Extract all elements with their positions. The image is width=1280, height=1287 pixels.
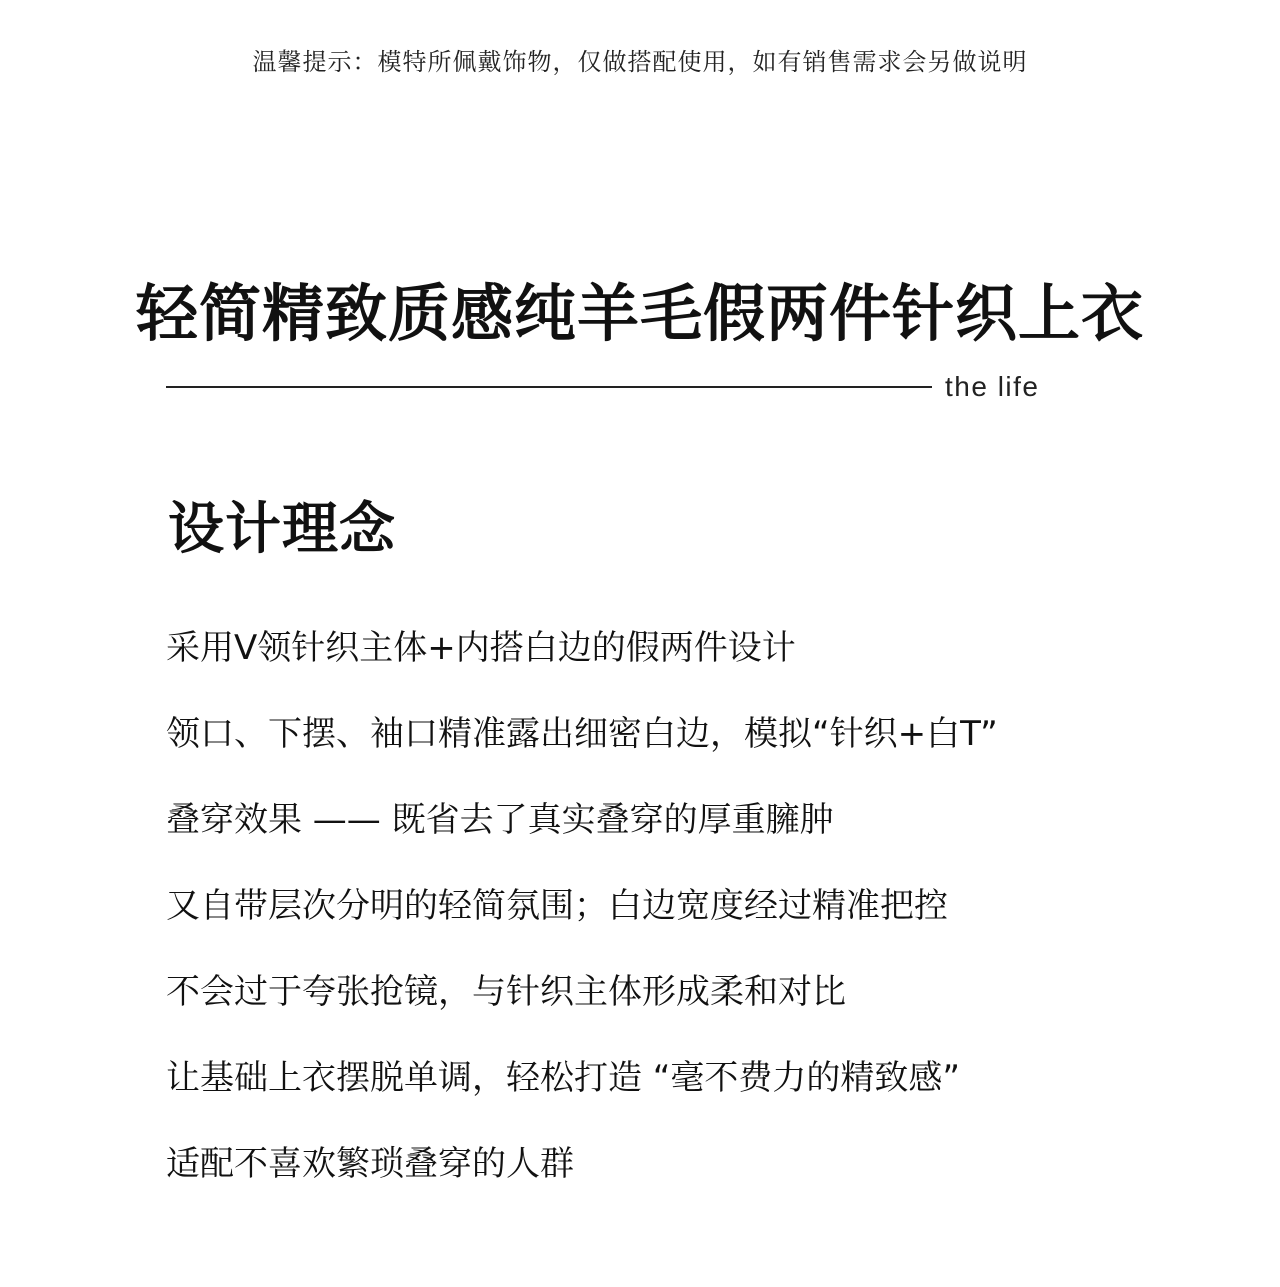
section-heading: 设计理念 xyxy=(168,497,396,562)
body-line: 又自带层次分明的轻简氛围；白边宽度经过精准把控 xyxy=(166,886,948,926)
page-title: 轻简精致质感纯羊毛假两件针织上衣 xyxy=(135,277,1144,350)
body-line: 让基础上衣摆脱单调，轻松打造 “毫不费力的精致感” xyxy=(166,1058,961,1098)
title-divider-row xyxy=(166,368,1066,408)
tagline: the life xyxy=(945,371,1040,402)
body-line: 采用V领针织主体+内搭白边的假两件设计 xyxy=(166,628,796,668)
notice-text: 温馨提示：模特所佩戴饰物，仅做搭配使用，如有销售需求会另做说明 xyxy=(252,48,1028,76)
body-line: 适配不喜欢繁琐叠穿的人群 xyxy=(166,1144,574,1184)
divider-line xyxy=(166,386,932,388)
design-concept-text xyxy=(166,620,1166,1222)
body-line: 叠穿效果 —— 既省去了真实叠穿的厚重臃肿 xyxy=(166,800,834,840)
body-line: 不会过于夸张抢镜，与针织主体形成柔和对比 xyxy=(166,972,846,1012)
body-line: 领口、下摆、袖口精准露出细密白边，模拟“针织+白T” xyxy=(166,714,998,754)
